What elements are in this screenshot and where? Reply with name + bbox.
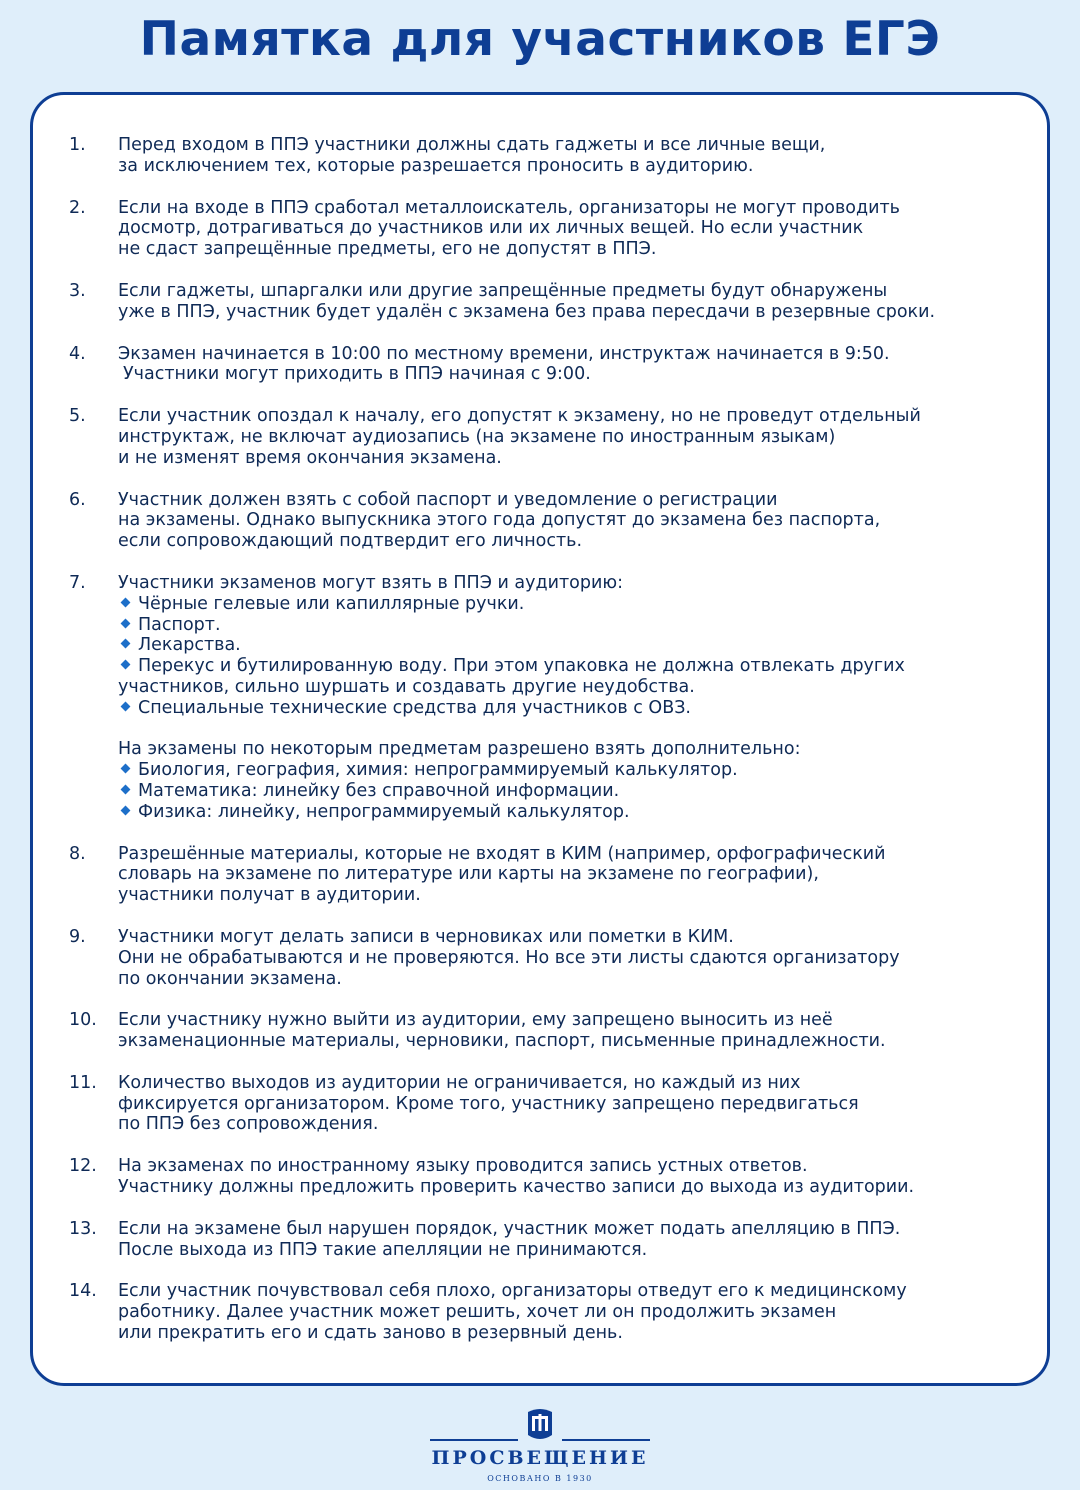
logo-rule-right xyxy=(562,1439,650,1441)
item-text: словарь на экзамене по литературе или карты на экзамене по географии), xyxy=(118,864,819,885)
item-text: Если участнику нужно выйти из аудитории, ему запрещено выносить из неё xyxy=(118,1010,833,1031)
item-text: Если на входе в ППЭ сработал металлоискатель, организаторы не могут проводить xyxy=(118,197,900,218)
diamond-bullet-icon xyxy=(121,660,131,670)
item-number: 4. xyxy=(69,343,86,364)
page-title: Памятка для участников ЕГЭ xyxy=(139,12,941,67)
item-text: Участники могут приходить в ППЭ начиная с 9:00. xyxy=(123,364,591,385)
item-number: 9. xyxy=(69,926,86,947)
item-text: Если на экзамене был нарушен порядок, участник может подать апелляцию в ППЭ. xyxy=(118,1218,901,1239)
item-text: Участнику должны предложить проверить качество записи до выхода из аудитории. xyxy=(118,1177,915,1198)
item-text: за исключением тех, которые разрешается проносить в аудиторию. xyxy=(118,155,754,176)
item-text: Если участник почувствовал себя плохо, организаторы отведут его к медицинскому xyxy=(118,1281,907,1302)
item-text: Разрешённые материалы, которые не входят в КИМ (например, орфографический xyxy=(118,843,886,864)
item-intro: Участники экзаменов могут взять в ППЭ и аудиторию: xyxy=(118,572,623,593)
item-text: на экзамены. Однако выпускника этого года допустят до экзамена без паспорта, xyxy=(118,510,881,531)
item-text: На экзаменах по иностранному языку проводится запись устных ответов. xyxy=(118,1156,808,1177)
item-text: Если гаджеты, шпаргалки или другие запрещённые предметы будут обнаружены xyxy=(118,280,888,301)
footer xyxy=(0,1402,1080,1490)
item-text: по ППЭ без сопровождения. xyxy=(118,1114,379,1135)
item-number: 8. xyxy=(69,843,86,864)
item-text: Участник должен взять с собой паспорт и уведомление о регистрации xyxy=(118,489,778,510)
item-text: Перед входом в ППЭ участники должны сдать гаджеты и все личные вещи, xyxy=(118,135,826,155)
item-number: 5. xyxy=(69,406,86,427)
bullet-continuation: участников, сильно шуршать и создавать другие неудобства. xyxy=(118,676,695,697)
item-text: не сдаст запрещённые предметы, его не допустят в ППЭ. xyxy=(118,239,657,260)
bullet-item: Перекус и бутилированную воду. При этом упаковка не должна отвлекать других xyxy=(118,656,1017,677)
bullet-item: Лекарства. xyxy=(118,635,1017,656)
diamond-bullet-icon xyxy=(121,784,131,794)
item-number: 10. xyxy=(69,1010,97,1031)
item-text: Экзамен начинается в 10:00 по местному времени, инструктаж начинается в 9:50. xyxy=(118,343,890,364)
list-item xyxy=(33,490,1047,552)
diamond-bullet-icon xyxy=(121,618,131,628)
item-text: досмотр, дотрагиваться до участников или их личных вещей. Но если участник xyxy=(118,218,864,239)
bullet-item: Биология, география, химия: непрограммируемый калькулятор. xyxy=(118,760,1017,781)
list-item xyxy=(33,281,1047,323)
item-number: 7. xyxy=(69,572,86,593)
list-item xyxy=(33,844,1047,906)
bullet-item: Чёрные гелевые или капиллярные ручки. xyxy=(118,594,1017,615)
list-item xyxy=(33,406,1047,468)
item-text: по окончании экзамена. xyxy=(118,968,342,989)
extra-intro: На экзамены по некоторым предметам разрешено взять дополнительно: xyxy=(118,739,801,760)
list-item xyxy=(33,573,1047,823)
item-text: участники получат в аудитории. xyxy=(118,885,421,906)
item-text: и не изменят время окончания экзамена. xyxy=(118,447,502,468)
item-text: Количество выходов из аудитории не ограничивается, но каждый из них xyxy=(118,1072,801,1093)
item-text: инструктаж, не включат аудиозапись (на экзамене по иностранным языкам) xyxy=(118,426,836,447)
diamond-bullet-icon xyxy=(121,805,131,815)
item-text: Они не обрабатываются и не проверяются. Но все эти листы сдаются организатору xyxy=(118,947,900,968)
item-number: 13. xyxy=(69,1218,97,1239)
list-item xyxy=(33,344,1047,386)
bullet-item: Паспорт. xyxy=(118,615,1017,636)
brand-tagline: ОСНОВАНО В 1930 xyxy=(487,1474,593,1483)
logo-rule-left xyxy=(430,1439,518,1441)
item-number: 3. xyxy=(69,280,86,301)
brand-name: ПРОСВЕЩЕНИЕ xyxy=(431,1447,649,1469)
bullet-item: Физика: линейку, непрограммируемый калькулятор. xyxy=(118,802,1017,823)
prosveshchenie-logo-icon xyxy=(527,1406,553,1440)
list-item xyxy=(33,1010,1047,1052)
item-number: 6. xyxy=(69,489,86,510)
diamond-bullet-icon xyxy=(121,764,131,774)
list-item xyxy=(33,198,1047,260)
list-item xyxy=(33,1073,1047,1135)
diamond-bullet-icon xyxy=(121,639,131,649)
list-item xyxy=(33,927,1047,989)
item-number: 11. xyxy=(69,1072,97,1093)
item-text: экзаменационные материалы, черновики, паспорт, письменные принадлежности. xyxy=(118,1031,886,1052)
item-text: Участники могут делать записи в черновиках или пометки в КИМ. xyxy=(118,926,734,947)
item-number: 2. xyxy=(69,197,86,218)
item-text: работнику. Далее участник может решить, хочет ли он продолжить экзамен xyxy=(118,1302,837,1323)
diamond-bullet-icon xyxy=(121,701,131,711)
item-number: 12. xyxy=(69,1156,97,1177)
item-text: или прекратить его и сдать заново в резервный день. xyxy=(118,1323,623,1344)
item-text: уже в ППЭ, участник будет удалён с экзамена без права пересдачи в резервные сроки. xyxy=(118,301,936,322)
list-item xyxy=(33,1156,1047,1198)
item-text: Если участник опоздал к началу, его допустят к экзамену, но не проведут отдельный xyxy=(118,406,921,427)
item-number: 1. xyxy=(69,135,86,155)
diamond-bullet-icon xyxy=(121,597,131,607)
item-text: фиксируется организатором. Кроме того, участнику запрещено передвигаться xyxy=(118,1093,859,1114)
memo-card xyxy=(30,92,1050,1386)
spacer xyxy=(118,719,1017,740)
rules-list xyxy=(33,135,1047,1365)
item-text: После выхода из ППЭ такие апелляции не принимаются. xyxy=(118,1239,648,1260)
bullet-item: Математика: линейку без справочной информации. xyxy=(118,781,1017,802)
list-item xyxy=(33,1219,1047,1261)
list-item xyxy=(33,135,1047,177)
bullet-item: Специальные технические средства для участников с ОВЗ. xyxy=(118,698,1017,719)
item-text: если сопровождающий подтвердит его личность. xyxy=(118,531,583,552)
item-number: 14. xyxy=(69,1281,97,1302)
list-item xyxy=(33,1281,1047,1343)
